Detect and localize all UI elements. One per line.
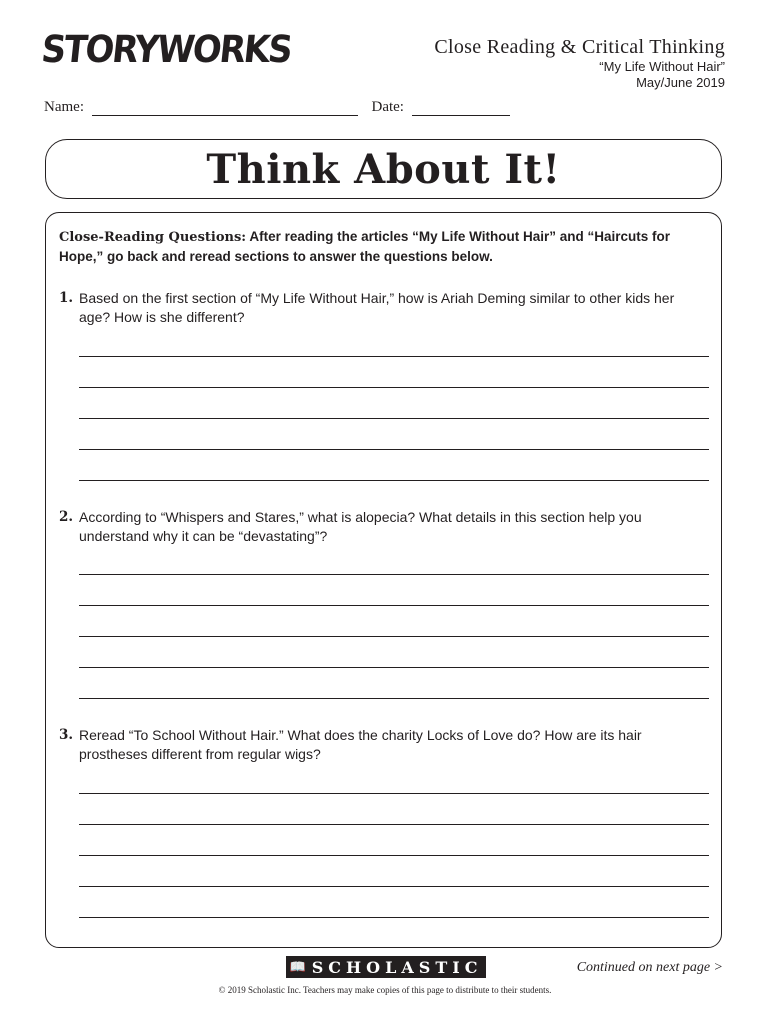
title-banner [45,139,722,199]
answer-line[interactable] [79,574,709,575]
question-3 [59,726,709,764]
question-text: Based on the first section of “My Life Without Hair,” how is Ariah Deming similar to other kids her age? How is she different? [79,290,675,325]
answer-line[interactable] [79,636,709,637]
issue-date: May/June 2019 [636,75,725,90]
answer-line[interactable] [79,667,709,668]
continued-note: Continued on next page > [576,960,723,975]
series-title: Close Reading & Critical Thinking [434,36,725,58]
intro-text: After reading the articles “My Life Without Hair” and “Haircuts for Hope,” go back and reread sections to answer the questions below. [59,229,671,264]
open-book-icon: 📖 [289,959,306,975]
answer-line[interactable] [79,886,709,887]
answer-line[interactable] [79,605,709,606]
copyright-notice: © 2019 Scholastic Inc. Teachers may make copies of this page to distribute to their students. [218,985,552,995]
answer-line[interactable] [79,356,709,357]
name-field[interactable] [92,101,358,116]
question-text: Reread “To School Without Hair.” What does the charity Locks of Love do? How are its hair prostheses different from regular wigs? [79,727,642,762]
question-number: 3. [59,727,74,743]
storyworks-logo: STORYWORKS [39,28,293,72]
intro-instructions [59,227,709,266]
publisher-name: SCHOLASTIC [311,957,483,977]
answer-line[interactable] [79,449,709,450]
question-number: 1. [59,290,74,306]
article-title: “My Life Without Hair” [599,59,725,74]
answer-line[interactable] [79,480,709,481]
answer-line[interactable] [79,824,709,825]
question-text: According to “Whispers and Stares,” what is alopecia? What details in this section help you understand why it can be “devastating”? [79,509,642,544]
question-1 [59,289,709,327]
page-title: Think About It! [206,145,561,193]
answer-line[interactable] [79,855,709,856]
scholastic-logo [286,956,486,978]
date-field[interactable] [412,101,510,116]
intro-lead: Close-Reading Questions: [59,230,247,245]
answer-line[interactable] [79,793,709,794]
name-date-row [44,99,510,116]
answer-line[interactable] [79,418,709,419]
answer-line[interactable] [79,917,709,918]
header-info [434,36,725,91]
answer-line[interactable] [79,698,709,699]
question-2 [59,508,709,546]
date-label: Date: [371,99,404,115]
questions-panel [45,212,722,948]
question-number: 2. [59,509,74,525]
answer-line[interactable] [79,387,709,388]
name-label: Name: [44,99,84,115]
